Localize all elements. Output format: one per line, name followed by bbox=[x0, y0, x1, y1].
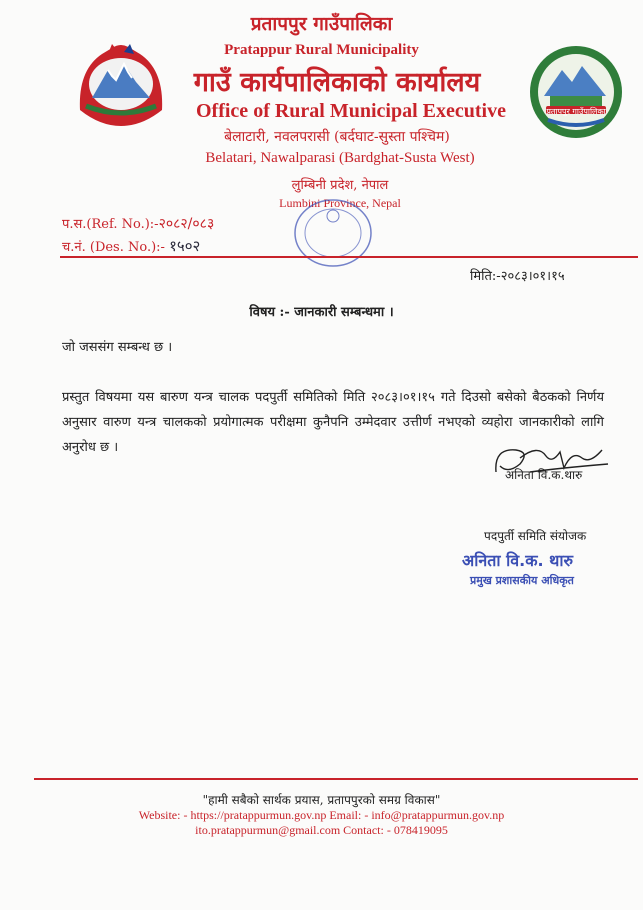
footer-slogan: "हामी सबैको सार्थक प्रयास, प्रतापपुरको समग्र विकास" bbox=[202, 793, 441, 807]
office-name-nepali: गाउँ कार्यपालिकाको कार्यालय bbox=[193, 67, 481, 98]
office-name-english: Office of Rural Municipal Executive bbox=[196, 100, 506, 122]
signer-name: अनिता वि.क.थारु bbox=[505, 468, 583, 482]
footer-contact-line-1: Website: - https://pratappurmun.gov.np Email: - info@pratappurmun.gov.np bbox=[138, 808, 505, 822]
signature-stamp-post: प्रमुख प्रशासकीय अधिकृत bbox=[470, 574, 574, 587]
right-logo-label: प्रतापपुर गाउँपालिका bbox=[546, 107, 606, 116]
footer-divider bbox=[34, 778, 638, 780]
signature-stamp-name: अनिता वि.क. थारु bbox=[462, 551, 574, 570]
address-nepali: बेलाटारी, नवलपरासी (बर्दघाट-सुस्ता पश्चिम) bbox=[224, 129, 450, 145]
ref-no-value: २०८२/०८३ bbox=[158, 216, 215, 232]
header-divider bbox=[60, 256, 638, 258]
province-english: Lumbini Province, Nepal bbox=[279, 196, 401, 210]
address-english: Belatari, Nawalparasi (Bardghat-Susta West) bbox=[205, 150, 475, 166]
letter-subject: विषय :- जानकारी सम्बन्धमा । bbox=[249, 305, 394, 320]
municipality-name-english: Pratappur Rural Municipality bbox=[224, 42, 419, 58]
office-stamp-icon bbox=[292, 196, 374, 270]
letter-date: मिति:-२०८३।०१।१५ bbox=[470, 269, 565, 284]
municipality-name-nepali: प्रतापपुर गाउँपालिका bbox=[250, 13, 393, 35]
letter-body: प्रस्तुत विषयमा यस बारुण यन्त्र चालक पदपुर्ती समितिको मिति २०८३।०१।१५ गते दिउसो बसेको बैठकको निर्णय अनुसार वारुण यन्त्र चालकको प्रयोगात्मक परीक्षमा कुनैपनि उम्मेदवार उत्तीर्ण नभएको व्यहोरा जानकारीको लागि अनुरोध छ । bbox=[62, 390, 604, 455]
signer-role: पदपुर्ती समिति संयोजक bbox=[484, 529, 587, 543]
letter-greeting: जो जससंग सम्बन्ध छ । bbox=[62, 340, 173, 355]
des-no-label: च.नं. (Des. No.):- bbox=[62, 240, 165, 255]
des-no-value: १५०२ bbox=[169, 237, 201, 255]
footer-contact-line-2: ito.pratappurmun@gmail.com Contact: - 078419095 bbox=[195, 823, 448, 837]
province-nepali: लुम्बिनी प्रदेश, नेपाल bbox=[291, 178, 389, 193]
des-no-row bbox=[62, 236, 200, 256]
ref-no-row bbox=[62, 214, 214, 233]
ref-no-label: प.स.(Ref. No.):- bbox=[62, 217, 159, 232]
